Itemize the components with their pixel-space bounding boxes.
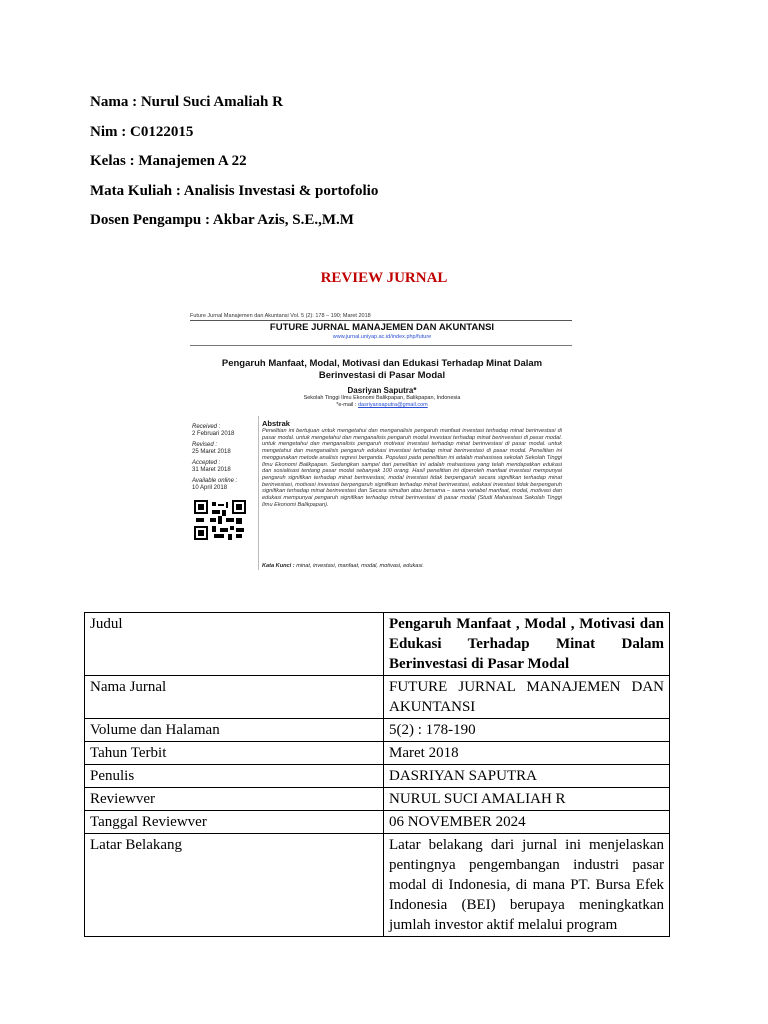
keywords-label: Kata Kunci : (262, 563, 295, 569)
row-value: DASRIYAN SAPUTRA (384, 765, 670, 788)
accepted-date: 31 Maret 2018 (192, 467, 231, 473)
journal-url: www.jurnal.uniyap.ac.id/index.php/future (332, 334, 432, 340)
qr-code-icon (194, 500, 246, 540)
divider (190, 345, 572, 346)
revised-date: 25 Maret 2018 (192, 449, 231, 455)
accepted-label: Accepted : (192, 460, 221, 466)
row-label: Volume dan Halaman (85, 719, 384, 742)
review-table (84, 612, 670, 937)
divider (190, 320, 572, 321)
row-label: Latar Belakang (85, 834, 384, 937)
online-label: Available online : (192, 478, 238, 484)
divider (258, 416, 259, 570)
article-author: Dasriyan Saputra* (347, 386, 417, 395)
row-label: Judul (85, 613, 384, 676)
page-title: REVIEW JURNAL (320, 270, 448, 286)
student-name: Nama : Nurul Suci Amaliah R (90, 94, 283, 110)
table-row (85, 613, 670, 676)
row-label: Penulis (85, 765, 384, 788)
received-date: 2 Februari 2018 (192, 431, 235, 437)
email-address: dasriyansaputra@gmail.com (357, 402, 428, 408)
row-value: FUTURE JURNAL MANAJEMEN DAN AKUNTANSI (384, 676, 670, 719)
journal-header-citation: Future Jurnal Manajemen dan Akuntansi Vol. 5 (2): 178 – 190; Maret 2018 (190, 313, 371, 319)
online-date: 10 April 2018 (192, 485, 228, 491)
row-value: 5(2) : 178-190 (384, 719, 670, 742)
row-value: Maret 2018 (384, 742, 670, 765)
abstract-title: Abstrak (262, 419, 290, 428)
course-name: Mata Kuliah : Analisis Investasi & portofolio (90, 182, 379, 199)
table-row (85, 765, 670, 788)
row-value: Latar belakang dari jurnal ini menjelaskan pentingnya pengembangan industri pasar modal di Indonesia, di mana PT. Bursa Efek Indonesia (BEI) berupaya meningkatkan jumlah investor aktif melalui program (384, 834, 670, 937)
email-label: *e-mail : (336, 402, 357, 408)
article-dates (192, 424, 260, 496)
student-nim: Nim : C0122015 (90, 123, 194, 140)
row-label: Tanggal Reviewver (85, 811, 384, 834)
revised-label: Revised : (192, 442, 218, 448)
table-row (85, 788, 670, 811)
received-label: Received : (192, 424, 221, 430)
keywords (262, 563, 424, 569)
student-info (90, 92, 378, 240)
row-value: 06 NOVEMBER 2024 (384, 811, 670, 834)
table-row (85, 742, 670, 765)
table-row (85, 811, 670, 834)
author-email (176, 402, 588, 408)
row-label: Nama Jurnal (85, 676, 384, 719)
journal-name: FUTURE JURNAL MANAJEMEN DAN AKUNTANSI (269, 322, 495, 333)
author-affiliation: Sekolah Tinggi Ilmu Ekonomi Balikpapan, Balikpapan, Indonesia (303, 395, 461, 401)
table-row (85, 719, 670, 742)
table-row (85, 834, 670, 937)
row-label: Reviewver (85, 788, 384, 811)
lecturer-name: Dosen Pengampu : Akbar Azis, S.E.,M.M (90, 212, 354, 228)
row-value: Pengaruh Manfaat , Modal , Motivasi dan Edukasi Terhadap Minat Dalam Berinvestasi di Pasar Modal (384, 613, 670, 676)
student-class: Kelas : Manajemen A 22 (90, 153, 247, 169)
row-value: NURUL SUCI AMALIAH R (384, 788, 670, 811)
journal-snippet-image (176, 300, 588, 578)
row-label: Tahun Terbit (85, 742, 384, 765)
abstract-text: Penelitian ini bertujuan untuk mengetahui dan menganalisis pengaruh manfaat investasi terhadap minat berinvestasi di pasar modal. untuk mengetahui dan menganalisis pengaruh modal investasi terhadap minat berinvestasi di pasar modal. untuk mengetahui dan menganalisis pengaruh motivasi investasi terhadap minat berinvestasi di pasar modal. untuk mengetahui dan menganalisis pengaruh edukasi investasi terhadap minat berinvestasi di pasar modal. Penelitian ini menggunakan metode analisis regresi berganda. Populasi pada penelitian ini adalah mahasiswa sekolah Sekolah Tinggi Ilmu Ekonomi Balikpapan. Sedangkan sampel dari penelitian ini adalah mahasiswa yang telah mendapatkan edukasi dan sosialisasi tentang pasar modal sebanyak 100 orang. Hasil penelitian ini diperoleh manfaat investasi mempunyai pengaruh signifikan terhadap minat berinvestasi, modal investasi tidak berpengaruh secara signifikan terhadap minat berinvestasi, motivasi investasi berpengaruh signifikan terhadap minat berinvestasi, edukasi investasi tidak berpengaruh signifikan terhadap minat berinvestasi dan Secara simultan atau bersama – sama variabel manfaat, modal, motivasi dan edukasi mempunyai pengaruh signifikan terhadap minat berinvestasi di pasar modal (Studi Mahasiswa Sekolah Tinggi Ilmu Ekonomi Balikpapan). (262, 428, 562, 508)
article-title: Pengaruh Manfaat, Modal, Motivasi dan Edukasi Terhadap Minat Dalam Berinvestasi di Pasar Modal (221, 358, 543, 381)
table-row (85, 676, 670, 719)
keywords-text: minat, investasi, manfaat, modal, motivasi, edukasi. (296, 563, 424, 569)
